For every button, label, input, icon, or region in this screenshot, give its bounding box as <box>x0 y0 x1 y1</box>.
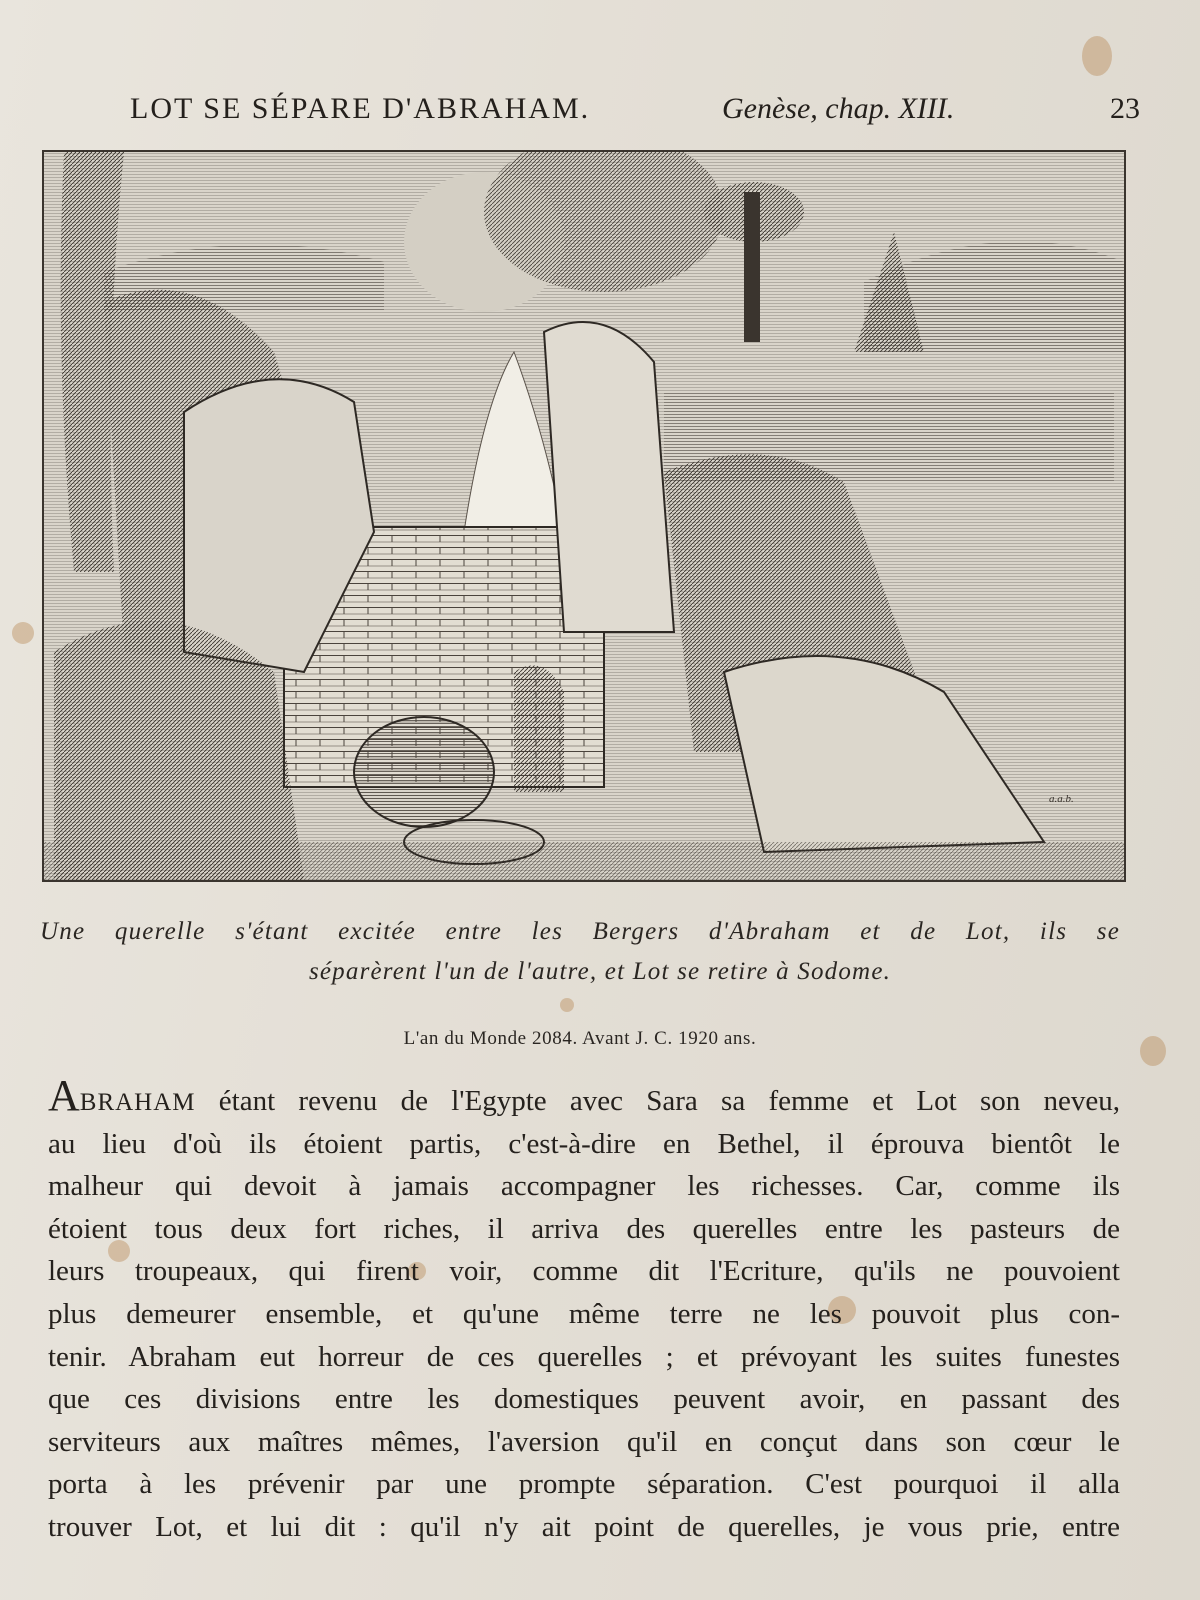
caption-line: séparèrent l'un de l'autre, et Lot se retire à Sodome. <box>308 958 892 985</box>
ground <box>44 842 1124 880</box>
central-figure <box>544 322 674 632</box>
body-line <box>48 1071 1120 1123</box>
engraving-art <box>44 152 1124 880</box>
foxing-stain <box>560 998 574 1012</box>
body-line: leurs troupeaux, qui firent voir, comme dit l'Ecriture, qu'ils ne pouvoient <box>48 1255 1120 1288</box>
body-line: que ces divisions entre les domestiques peuvent avoir, en passant des <box>48 1383 1120 1416</box>
palm-tree <box>704 182 804 242</box>
body-line: plus demeurer ensemble, et qu'une même terre ne les pouvoit plus con- <box>48 1297 1120 1330</box>
engraving-illustration <box>42 150 1126 882</box>
body-text <box>48 1071 1120 1549</box>
ewer <box>514 665 564 792</box>
chapter-title: LOT SE SÉPARE D'ABRAHAM. <box>130 92 591 125</box>
body-line: trouver Lot, et lui dit : qu'il n'y ait point de querelles, je vous prie, entre <box>48 1510 1120 1543</box>
engraver-signature: a.a.b. <box>1049 793 1074 805</box>
body-line: tenir. Abraham eut horreur de ces querelles ; et prévoyant les suites funestes <box>48 1340 1120 1373</box>
drop-cap: A <box>48 1071 80 1120</box>
foxing-stain <box>1082 36 1112 76</box>
basin <box>354 717 494 827</box>
illustration-caption <box>40 912 1120 992</box>
scripture-reference: Genèse, chap. XIII. <box>722 92 955 125</box>
body-line-text: étant revenu de l'Egypte avec Sara sa femme et Lot son neveu, <box>195 1085 1120 1117</box>
foxing-stain <box>12 622 34 644</box>
body-line: malheur qui devoit à jamais accompagner les richesses. Car, comme ils <box>48 1170 1120 1203</box>
running-head <box>130 92 1140 136</box>
body-line: au lieu d'où ils étoient partis, c'est-à-dire en Bethel, il éprouva bientôt le <box>48 1127 1120 1160</box>
body-line: serviteurs aux maîtres mêmes, l'aversion qu'il en conçut dans son cœur le <box>48 1425 1120 1458</box>
body-line: porta à les prévenir par une prompte séparation. C'est pourquoi il alla <box>48 1468 1120 1501</box>
page-number: 23 <box>1110 92 1140 125</box>
small-caps-word: BRAHAM <box>79 1089 196 1116</box>
body-line: étoient tous deux fort riches, il arriva des querelles entre les pasteurs de <box>48 1212 1120 1245</box>
caption-line: Une querelle s'étant excitée entre les Bergers d'Abraham et de Lot, ils se <box>40 918 1120 945</box>
dateline: L'an du Monde 2084. Avant J. C. 1920 ans. <box>403 1028 757 1049</box>
